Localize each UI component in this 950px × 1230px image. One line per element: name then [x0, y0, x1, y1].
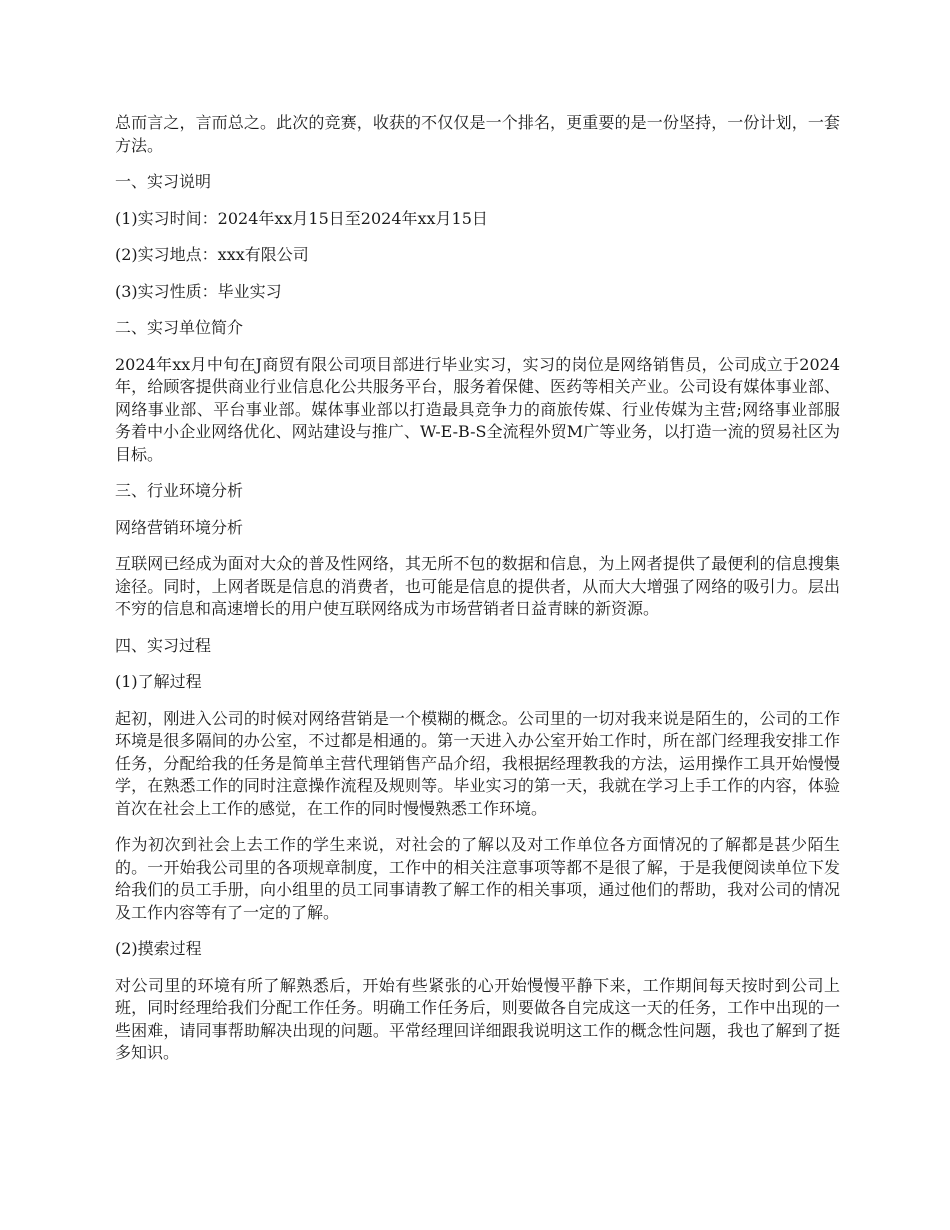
- heading-company-intro: 二、实习单位简介: [115, 318, 244, 337]
- paragraph-learning-rules: 作为初次到社会上去工作的学生来说，对社会的了解以及对工作单位各方面情况的了解都是甚少陌生的。一开始我公司里的各项规章制度，工作中的相关注意事项等都不是很了解，于是我便阅读单位下发给我们的员工手册，向小组里的员工同事请教了解工作的相关事项，通过他们的帮助，我对公司的情况及工作内容等有了一定的了解。: [115, 835, 840, 922]
- paragraph-company-intro: 2024年xx月中旬在J商贸有限公司项目部进行毕业实习，实习的岗位是网络销售员，公司成立于2024年，给顾客提供商业行业信息化公共服务平台，服务着保健、医药等相关产业。公司设有媒体事业部、网络事业部、平台事业部。媒体事业部以打造最具竞争力的商旅传媒、行业传媒为主营;网络事业部服务着中小企业网络优化、网站建设与推广、W-E-B-S全流程外贸M广等业务，以打造一流的贸易社区为目标。: [115, 354, 840, 464]
- subheading-network-marketing: 网络营销环境分析: [115, 517, 244, 537]
- paragraph-internet-analysis: 互联网已经成为面对大众的普及性网络，其无所不包的数据和信息，为上网者提供了最便利的信息搜集途径。同时，上网者既是信息的消费者，也可能是信息的提供者，从而大大增强了网络的吸引力。层出不穷的信息和高速增长的用户使互联网络成为市场营销者日益青睐的新资源。: [115, 554, 840, 618]
- subheading-understanding-process: (1)了解过程: [115, 672, 202, 691]
- paragraph-first-days: 起初，刚进入公司的时候对网络营销是一个模糊的概念。公司里的一切对我来说是陌生的，公司的工作环境是很多隔间的办公室，不过都是相通的。第一天进入办公室开始工作时，所在部门经理我安排工作任务，分配给我的任务是简单主营代理销售产品介绍，我根据经理教我的方法，运用操作工具开始慢慢学，在熟悉工作的同时注意操作流程及规则等。毕业实习的第一天，我就在学习上手工作的内容，体验首次在社会上工作的感觉，在工作的同时慢慢熟悉工作环境。: [115, 708, 840, 818]
- paragraph-conclusion: 总而言之，言而总之。此次的竞赛，收获的不仅仅是一个排名，更重要的是一份坚持，一份计划，一套方法。: [115, 113, 840, 155]
- item-internship-location: (2)实习地点：xxx有限公司: [115, 245, 309, 264]
- heading-industry-analysis: 三、行业环境分析: [115, 481, 244, 500]
- item-internship-time: (1)实习时间：2024年xx月15日至2024年xx月15日: [115, 208, 488, 228]
- paragraph-exploration: 对公司里的环境有所了解熟悉后，开始有些紧张的心开始慢慢平静下来，工作期间每天按时到公司上班，同时经理给我们分配工作任务。明确工作任务后，则要做各自完成这一天的任务，工作中出现的一些困难，请同事帮助解决出现的问题。平常经理回详细跟我说明这工作的概念性问题，我也了解到了挺多知识。: [115, 975, 840, 1062]
- item-internship-nature: (3)实习性质：毕业实习: [115, 281, 282, 301]
- heading-internship-process: 四、实习过程: [115, 635, 212, 655]
- heading-internship-description: 一、实习说明: [115, 172, 212, 191]
- document-page: [115, 112, 840, 1079]
- subheading-exploration-process: (2)摸索过程: [115, 939, 202, 958]
